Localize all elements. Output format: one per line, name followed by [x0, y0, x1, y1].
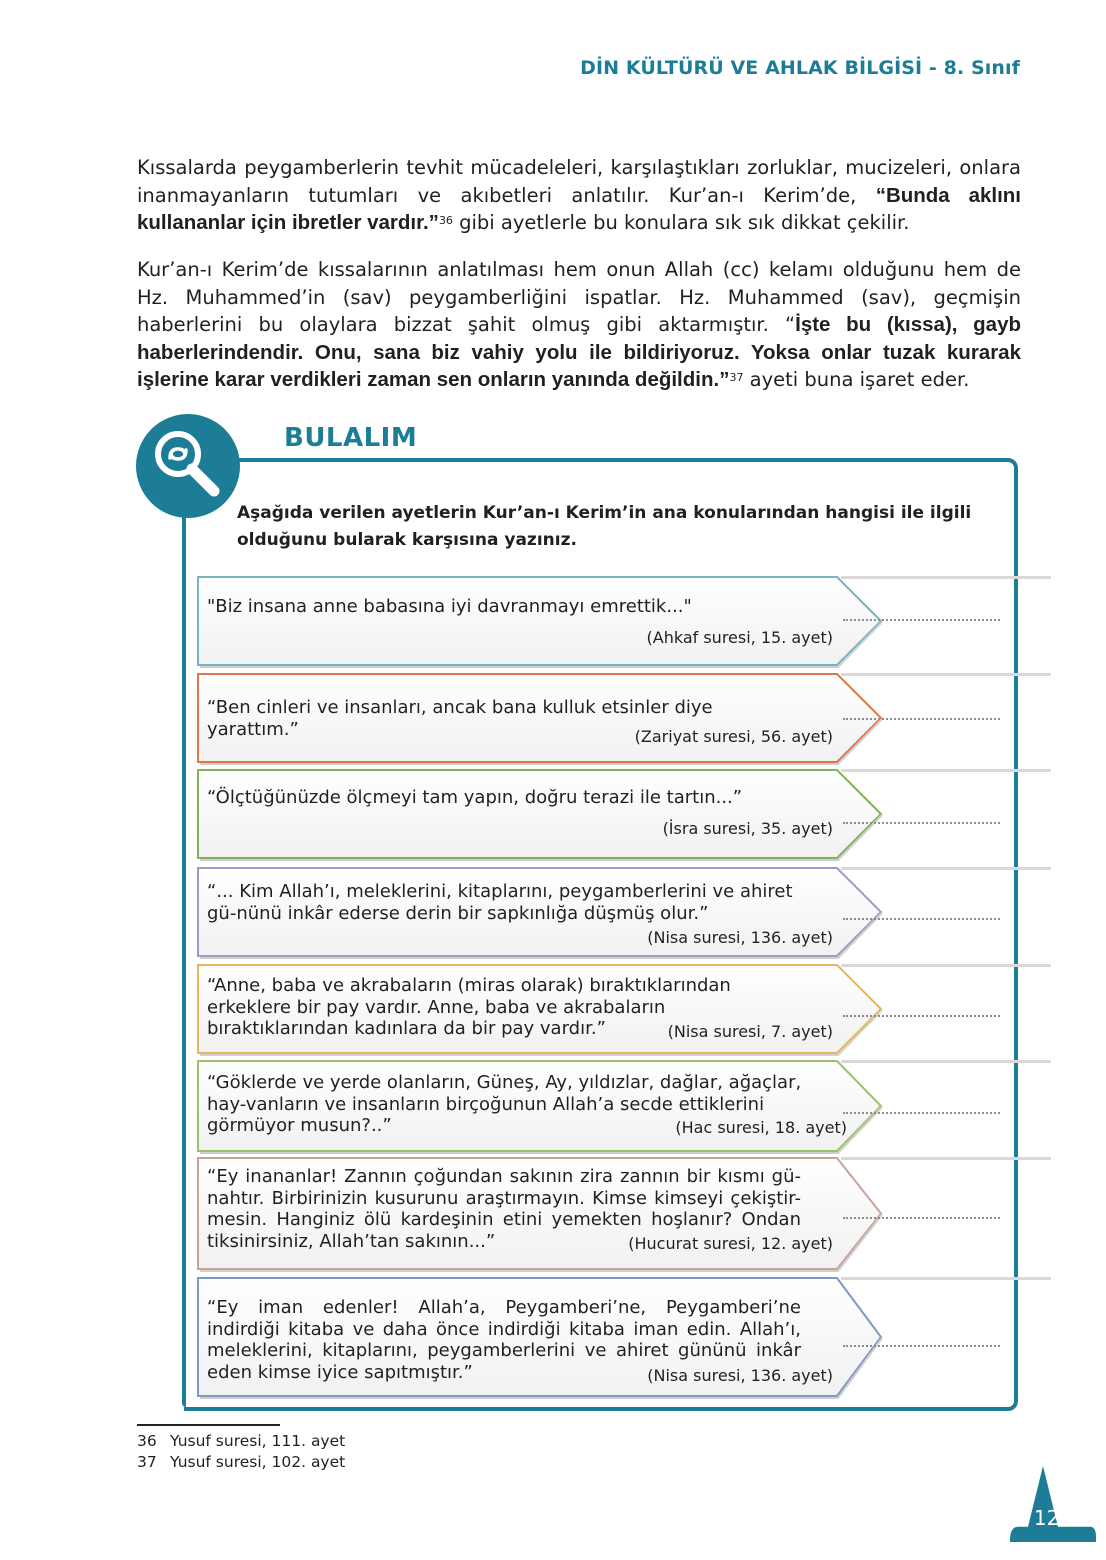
page-number: 121 — [1033, 1506, 1073, 1530]
footnote-36: 36 Yusuf suresi, 111. ayet — [137, 1432, 346, 1450]
verse-card-frame — [197, 576, 1051, 672]
verse-quote: “... Kim Allah’ı, meleklerini, kitaplarını, peygamberlerini ve ahiret gü-nünü inkâr ederse derin bir sapkınlığa düşmüş olur.” — [207, 881, 793, 924]
verse-quote: “Anne, baba ve akrabaların (miras olarak) bıraktıklarından erkeklere bir pay vardır. Anne, baba ve akrabaların bıraktıklarından kadınlara da bir pay vardır.” — [207, 975, 731, 1039]
paragraph-1: Kıssalarda peygamberlerin tevhit mücadeleleri, karşılaştıkları zorluklar, mucizeleri, onlara inanmayanların tutumları ve akıbetleri anlatılır. Kur’an-ı Kerim’de, “Bunda aklını kullananlar için ibretler vardır.”$^{36}$ gibi ayetlerle bu konulara sık sık dikkat çekilir. — [137, 156, 1021, 234]
answer-line[interactable] — [843, 918, 1000, 920]
verse-card — [197, 964, 881, 1054]
magnifier-icon — [136, 414, 240, 518]
verse-card-frame — [197, 769, 1051, 865]
page-number-tab — [1010, 1466, 1096, 1542]
verse-quote: "Biz insana anne babasına iyi davranmayı emrettik..." — [207, 596, 692, 617]
verse-quote: “Ey inananlar! Zannın çoğundan sakının zira zannın bir kısmı gü-nahtır. Birbirinizin kusurunu araştırmayın. Kimse kimseyi çekiştir-mesin. Hanginiz ölü kardeşinin etini yemekten hoşlanır? Ondan tiksinirsiniz, Allah’tan sakının...” — [207, 1166, 801, 1252]
activity-instruction: Aşağıda verilen ayetlerin Kur’an-ı Kerim’in ana konularından hangisi ile ilgili olduğunu bularak karşısına yazınız. — [237, 503, 972, 550]
answer-line[interactable] — [843, 1015, 1000, 1017]
paragraph-2: Kur’an-ı Kerim’de kıssalarının anlatılması hem onun Allah (cc) kelamı olduğunu hem de Hz. Muhammed’in (sav) peygamberliğini ispatlar. Hz. Muhammed (sav), geçmişin haberlerini bu olaylara bizzat şahit olmuş gibi aktarmıştır. “İşte bu (kıssa), gayb haberlerindendir. Onu, sana biz vahiy yolu ile bildiriyoruz. Yoksa onlar tuzak kurarak işlerine karar verdikleri zaman sen onların yanında değildin.”$^{37}$ ayeti buna işaret eder. — [137, 258, 1021, 391]
answer-line[interactable] — [843, 822, 1000, 824]
verse-card — [197, 576, 881, 666]
activity-panel-left-border — [182, 505, 186, 1407]
verse-card — [197, 1157, 881, 1270]
verse-card — [197, 867, 881, 957]
verse-reference: (İsra suresi, 35. ayet) — [662, 819, 833, 838]
verse-quote: “Göklerde ve yerde olanların, Güneş, Ay, yıldızlar, dağlar, ağaçlar, hay-vanların ve insanların birçoğunun Allah’a secde ettiklerini görmüyor musun?..” — [207, 1072, 802, 1136]
verse-card — [197, 1060, 881, 1152]
verse-reference: (Nisa suresi, 136. ayet) — [647, 928, 833, 947]
answer-line[interactable] — [843, 1345, 1000, 1347]
verse-card — [197, 769, 881, 859]
answer-line[interactable] — [843, 619, 1000, 621]
activity-title: BULALIM — [284, 423, 418, 453]
answer-line[interactable] — [843, 1112, 1000, 1114]
verse-reference: (Ahkaf suresi, 15. ayet) — [646, 628, 833, 647]
verse-quote: “Ölçtüğünüzde ölçmeyi tam yapın, doğru terazi ile tartın...” — [207, 787, 743, 808]
verse-quote: “Ey iman edenler! Allah’a, Peygamberi’ne, Peygamberi’ne indirdiği kitaba ve daha önce indirdiği kitaba iman edin. Allah’ı, meleklerini, kitaplarını, peygamberlerini ve ahiret gününü inkâr eden kimse iyice sapıtmıştır.” — [207, 1297, 801, 1383]
verse-reference: (Nisa suresi, 7. ayet) — [667, 1022, 833, 1041]
verse-quote: “Ben cinleri ve insanları, ancak bana kulluk etsinler diye yarattım.” — [207, 697, 713, 740]
answer-line[interactable] — [843, 1217, 1000, 1219]
footnote-rule — [137, 1424, 280, 1426]
verse-card — [197, 1277, 881, 1397]
header-title: DİN KÜLTÜRÜ VE AHLAK BİLGİSİ - 8. Sınıf — [580, 57, 1020, 79]
verse-reference: (Hac suresi, 18. ayet) — [675, 1118, 847, 1137]
verse-reference: (Zariyat suresi, 56. ayet) — [634, 727, 833, 746]
verse-card — [197, 673, 881, 763]
answer-line[interactable] — [843, 718, 1000, 720]
footnote-37: 37 Yusuf suresi, 102. ayet — [137, 1453, 346, 1471]
verse-reference: (Hucurat suresi, 12. ayet) — [628, 1234, 833, 1253]
verse-reference: (Nisa suresi, 136. ayet) — [647, 1366, 833, 1385]
